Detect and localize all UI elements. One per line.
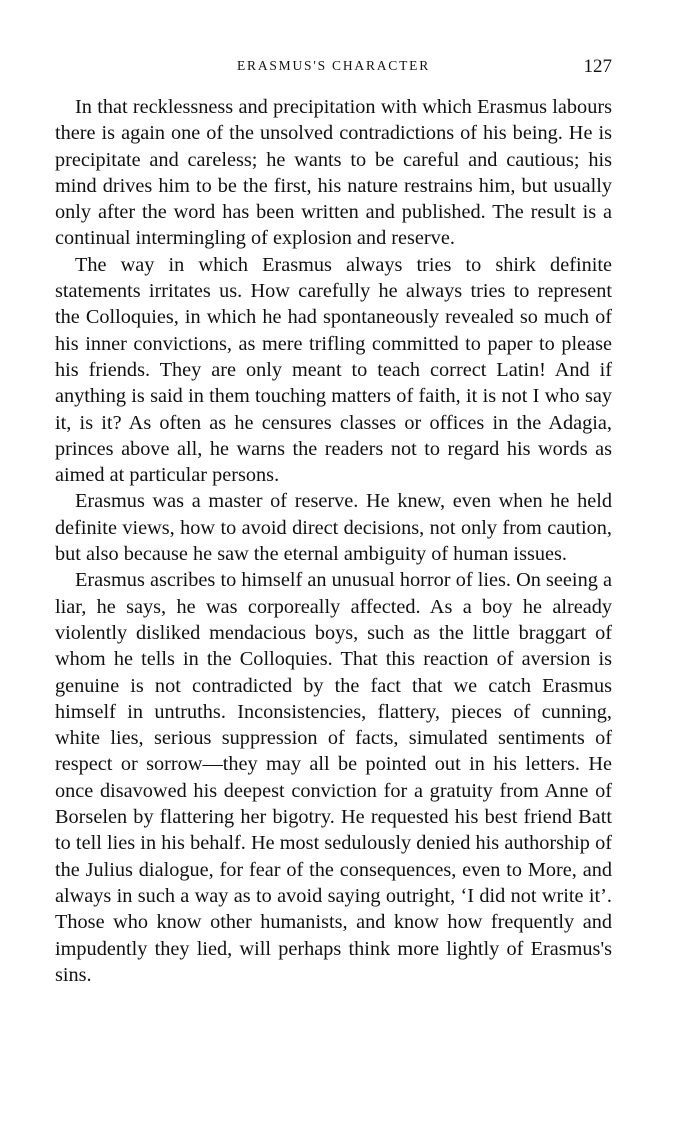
body-text (55, 94, 612, 988)
running-title: ERASMUS'S CHARACTER (236, 58, 431, 73)
book-page (55, 52, 612, 988)
paragraph-2: The way in which Erasmus always tries to shirk definite statements irritates us. How carefully he always tries to represent the Colloquies, in which he had spontaneously revealed so much of his inner convictions, as mere trifling committed to paper to please his friends. They are only meant to teach correct Latin! And if anything is said in them touching matters of faith, it is not I who say it, is it? As often as he censures classes or offices in the Adagia, princes above all, he warns the readers not to regard his words as aimed at particular persons. (55, 253, 612, 487)
running-head (55, 52, 612, 86)
paragraph-3: Erasmus was a master of reserve. He knew, even when he held definite views, how to avoid direct decisions, not only from caution, but also because he saw the eternal ambiguity of human issues. (55, 490, 612, 566)
page-number: 127 (583, 56, 612, 77)
paragraph-1: In that recklessness and precipitation with which Erasmus labours there is again one of the unsolved contradictions of his being. He is precipitate and careless; he wants to be careful and cautious; his mind drives him to be the first, his nature restrains him, but usually only after the word has been written and published. The result is a continual intermingling of explosion and reserve. (55, 96, 612, 250)
paragraph-4: Erasmus ascribes to himself an unusual horror of lies. On seeing a liar, he says, he was corporeally affected. As a boy he already violently disliked mendacious boys, such as the little braggart of whom he tells in the Colloquies. That this reaction of aversion is genuine is not contradicted by the fact that we catch Erasmus himself in untruths. Inconsistencies, flattery, pieces of cunning, white lies, serious suppression of facts, simulated sentiments of respect or sorrow—they may all be pointed out in his letters. He once disavowed his deepest conviction for a gratuity from Anne of Borselen by flattering her bigotry. He requested his best friend Batt to tell lies in his behalf. He most sedulously denied his authorship of the Julius dialogue, for fear of the consequences, even to More, and always in such a way as to avoid saying outright, ‘I did not write it’. Those who know other humanists, and know how frequently and impudently they lied, will perhaps think more lightly of Erasmus's sins. (55, 569, 612, 986)
